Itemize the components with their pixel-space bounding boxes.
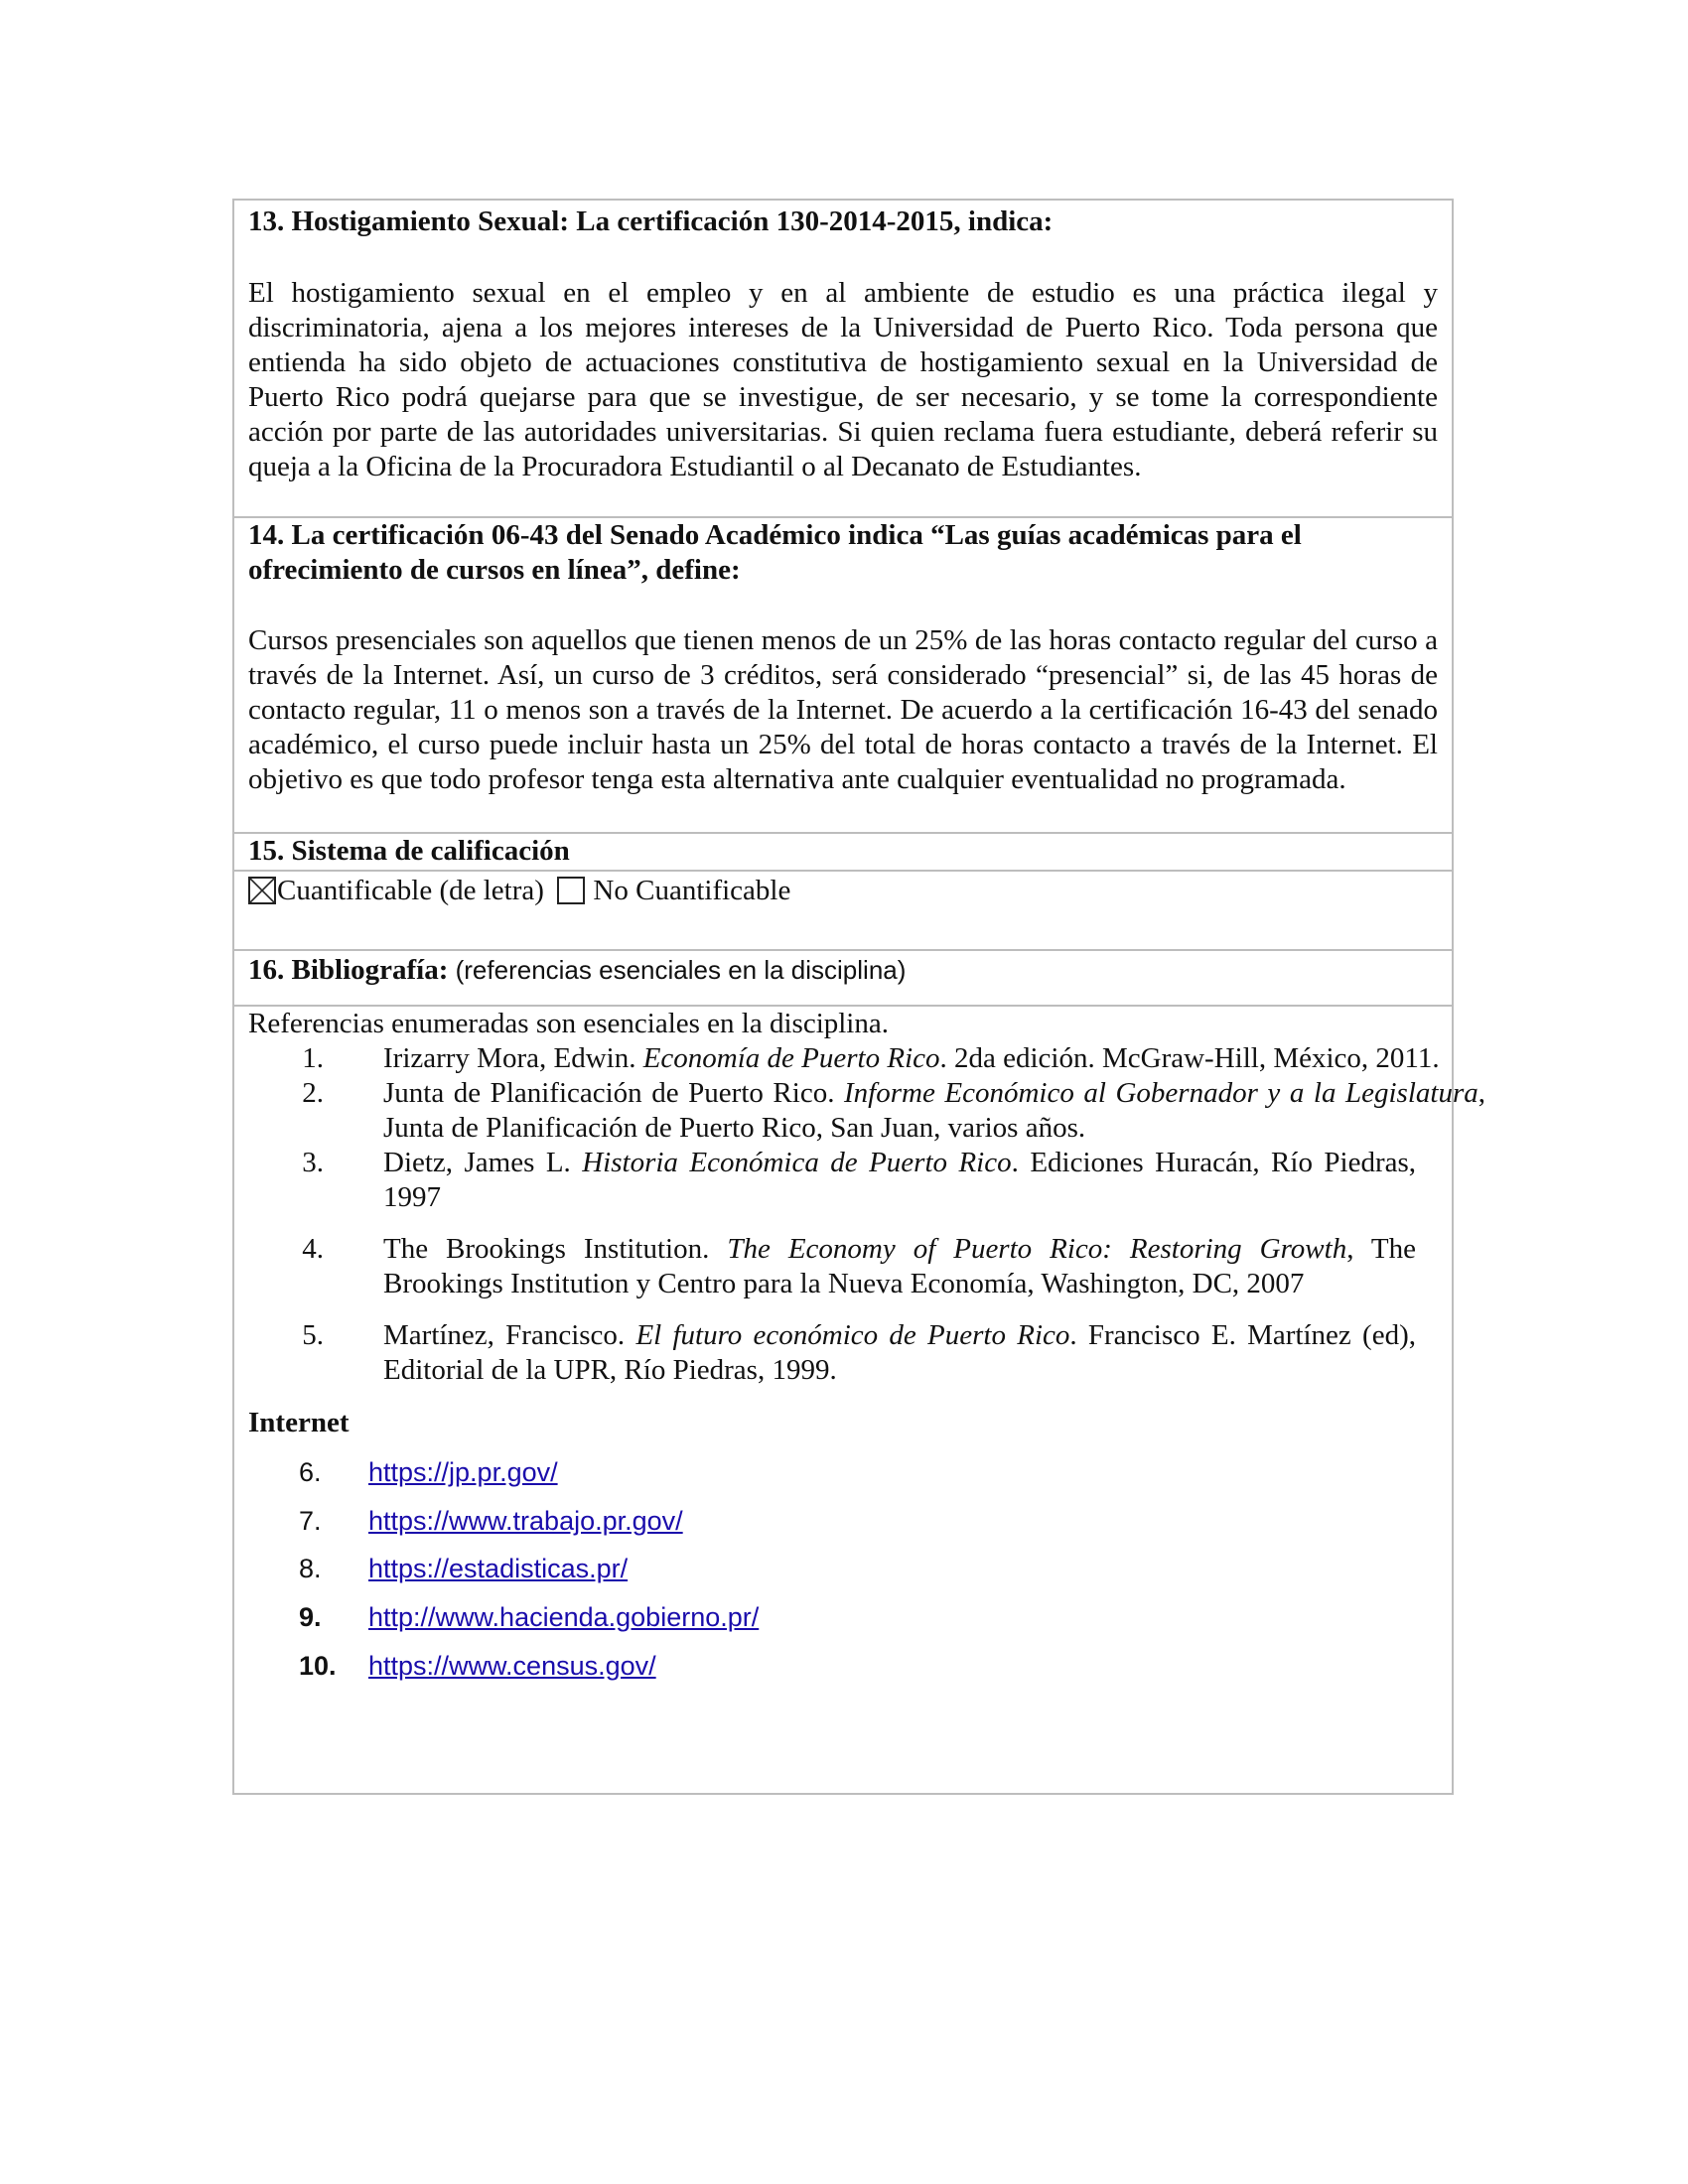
section-15-heading: 15. Sistema de calificación bbox=[248, 835, 570, 867]
reference-title: The Economy of Puerto Rico: Restoring Growth bbox=[727, 1233, 1347, 1265]
course-table: 13. Hostigamiento Sexual: La certificación 130-2014-2015, indica: El hostigamiento sexual en el empleo y en al ambiente de estudio es una práctica ilegal y discriminatoria, ajena a los mejores intereses de la Universidad de Puerto Rico. Toda persona que entienda ha sido objeto de actuaciones constitutiva de hostigamiento sexual en la Universidad de Puerto Rico podrá quejarse para que se investigue, de ser necesario, y se tome la correspondiente acción por parte de las autoridades universitarias. Si quien reclama fuera estudiante, deberá referir su queja a la Oficina de la Procuradora Estudiantil o al Decanato de Estudiantes. 14. La certificación 06-43 del Senado Académico indica “Las guías académicas para el ofrecimiento de cursos en línea”, define: Cursos presenciales son aquellos que tienen menos de un 25% de las horas contacto regular del curso a través de la Internet. Así, un curso de 3 créditos, será considerado “presencial” si, de las 45 horas de contacto regular, 11 o menos son a través de la Internet. De acuerdo a la certificación 16-43 del senado académico, el curso puede incluir hasta un 25% del total de horas contacto a través de la Internet. El objetivo es que todo profesor tenga esta alternativa ante cualquier eventualidad no programada. 15. Sistema de calificación Cuantificable (de letra) No Cuantificable 16. Bibliografía: (referencias esenciales en la disciplina) Referencias enumeradas son esenciales en la disciplina. 1. Irizarry Mora, Edwin. Economía de Puerto Rico. 2da edición. McGraw-Hill, México, 2011. 2. Junta de Planificación de Puerto Rico. Informe Económico al Gobernador y a la Legislatura, Junta de Planificación de Puerto Rico, San Juan, varios años. 3. Dietz, James L. Historia Económica de Puerto Rico. Ediciones Huracán, Río Piedras, 1997 4. The Brookings Institution. The Economy of Puerto Rico: Restoring Growth, The Brookings Institution y Centro para la Nueva Economía, Washington, DC, 2007 5. Martínez, Francisco. El futuro económico de Puerto Rico. Francisco E. Martínez (ed), Editorial de la UPR, Río Piedras, 1999. Internet 6. https://jp.pr.gov/ 7. https://www.trabajo.pr.gov/ 8. https://estadisticas.pr/ 9. http://www.hacienda.gobierno.pr/ 10. https://www.census.gov/ bbox=[232, 199, 1454, 1795]
section-14 bbox=[234, 518, 1452, 797]
reference-title: El futuro económico de Puerto Rico bbox=[635, 1319, 1070, 1351]
link-number: 9. bbox=[299, 1602, 322, 1632]
checkbox-x-mark bbox=[250, 879, 274, 902]
link-number: 7. bbox=[299, 1506, 322, 1536]
reference-number: 2. bbox=[302, 1077, 324, 1109]
section-16-heading bbox=[248, 953, 1438, 988]
non-quantifiable-checkbox[interactable] bbox=[557, 877, 585, 904]
reference-title: Historia Económica de Puerto Rico bbox=[582, 1147, 1012, 1178]
link-hacienda[interactable]: http://www.hacienda.gobierno.pr/ bbox=[368, 1602, 760, 1632]
link-number: 10. bbox=[299, 1651, 337, 1681]
section-13-heading bbox=[248, 205, 1438, 239]
quantifiable-label: Cuantificable (de letra) bbox=[277, 875, 544, 906]
grading-options bbox=[234, 874, 1452, 908]
reference-number: 3. bbox=[302, 1147, 324, 1178]
internet-heading: Internet bbox=[248, 1407, 350, 1438]
divider bbox=[234, 949, 1452, 951]
link-jp[interactable]: https://jp.pr.gov/ bbox=[368, 1457, 558, 1487]
section-13-body: El hostigamiento sexual en el empleo y en al ambiente de estudio es una práctica ilegal y discriminatoria, ajena a los mejores intereses de la Universidad de Puerto Rico. Toda persona que entienda ha sido objeto de actuaciones constitutiva de hostigamiento sexual en la Universidad de Puerto Rico podrá quejarse para que se investigue, de ser necesario, y se tome la correspondiente acción por parte de las autoridades universitarias. Si quien reclama fuera estudiante, deberá referir su queja a la Oficina de la Procuradora Estudiantil o al Decanato de Estudiantes. bbox=[248, 277, 1438, 482]
link-number: 6. bbox=[299, 1457, 322, 1487]
section-14-body: Cursos presenciales son aquellos que tienen menos de un 25% de las horas contacto regular del curso a través de la Internet. Así, un curso de 3 créditos, será considerado “presencial” si, de las 45 horas de contacto regular, 11 o menos son a través de la Internet. De acuerdo a la certificación 16-43 del senado académico, el curso puede incluir hasta un 25% del total de horas contacto a través de la Internet. El objetivo es que todo profesor tenga esta alternativa ante cualquier eventualidad no programada. bbox=[248, 624, 1438, 795]
section-15-heading-row bbox=[234, 834, 1452, 869]
internet-heading-row bbox=[234, 1406, 1452, 1440]
reference-number: 5. bbox=[302, 1319, 324, 1351]
section-14-heading-line-2: ofrecimiento de cursos en línea”, define: bbox=[248, 554, 741, 586]
reference-number: 4. bbox=[302, 1233, 324, 1265]
reference-title: Informe Económico al Gobernador y a la Legislatura bbox=[844, 1077, 1478, 1109]
link-estadisticas[interactable]: https://estadisticas.pr/ bbox=[368, 1554, 629, 1583]
bibliography-intro-row bbox=[234, 1007, 1452, 1041]
section-13-title: Hostigamiento Sexual: La certificación 130-2014-2015, indica: bbox=[291, 205, 1054, 237]
link-census[interactable]: https://www.census.gov/ bbox=[368, 1651, 656, 1681]
quantifiable-checkbox[interactable] bbox=[248, 877, 276, 904]
non-quantifiable-label: No Cuantificable bbox=[586, 875, 791, 906]
section-16-title: 16. Bibliografía: bbox=[248, 954, 449, 986]
section-16-heading-row bbox=[234, 953, 1452, 988]
section-13-number: 13. bbox=[248, 205, 285, 237]
divider bbox=[234, 870, 1452, 872]
reference-title: Economía de Puerto Rico bbox=[642, 1042, 940, 1074]
section-13 bbox=[234, 205, 1452, 484]
link-trabajo[interactable]: https://www.trabajo.pr.gov/ bbox=[368, 1506, 683, 1536]
reference-number: 1. bbox=[302, 1042, 324, 1074]
link-number: 8. bbox=[299, 1554, 322, 1583]
bibliography-intro: Referencias enumeradas son esenciales en la disciplina. bbox=[248, 1008, 889, 1039]
section-16-note: (referencias esenciales en la disciplina) bbox=[448, 955, 907, 985]
section-14-heading-line-1: 14. La certificación 06-43 del Senado Académico indica “Las guías académicas para el bbox=[248, 519, 1302, 551]
